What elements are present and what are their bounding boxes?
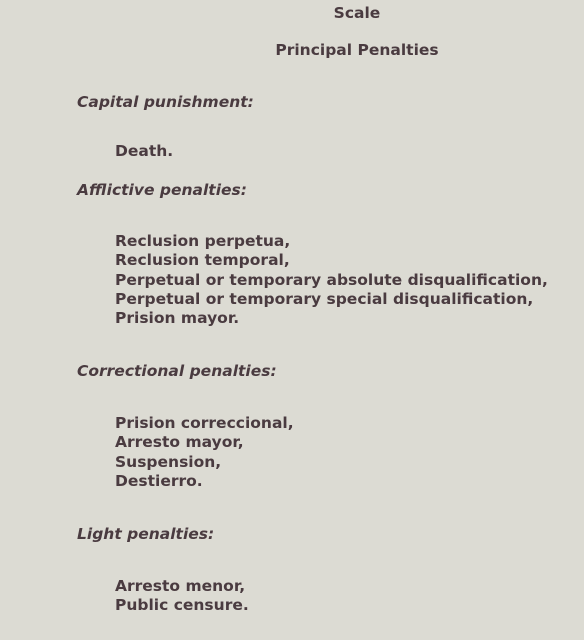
list-item: Death. [115, 142, 174, 160]
section-title-afflictive: Afflictive penalties: [77, 181, 247, 199]
list-item: Prision correccional, [115, 414, 294, 432]
list-item: Arresto mayor, [115, 433, 244, 452]
section-list-capital [115, 142, 173, 161]
section-title-light: Light penalties: [77, 525, 215, 543]
list-item: Reclusion perpetua, [115, 232, 291, 250]
scale-title: Scale [333, 4, 381, 22]
list-item: Suspension, [115, 452, 222, 471]
section-list-light [115, 577, 249, 616]
section-title-correctional: Correctional penalties: [77, 362, 277, 380]
list-item: Prision mayor. [115, 309, 240, 328]
list-item: Arresto menor, [115, 577, 246, 595]
list-item: Public censure. [115, 596, 249, 615]
list-item: Destierro. [115, 471, 203, 490]
section-title-capital: Capital punishment: [77, 93, 254, 111]
principal-penalties-title: Principal Penalties [275, 41, 439, 59]
section-list-correctional [115, 414, 294, 491]
section-list-afflictive [115, 232, 548, 328]
list-item: Perpetual or temporary special disqualification, [115, 289, 534, 308]
list-item: Perpetual or temporary absolute disqualification, [115, 270, 548, 289]
list-item: Reclusion temporal, [115, 251, 290, 270]
